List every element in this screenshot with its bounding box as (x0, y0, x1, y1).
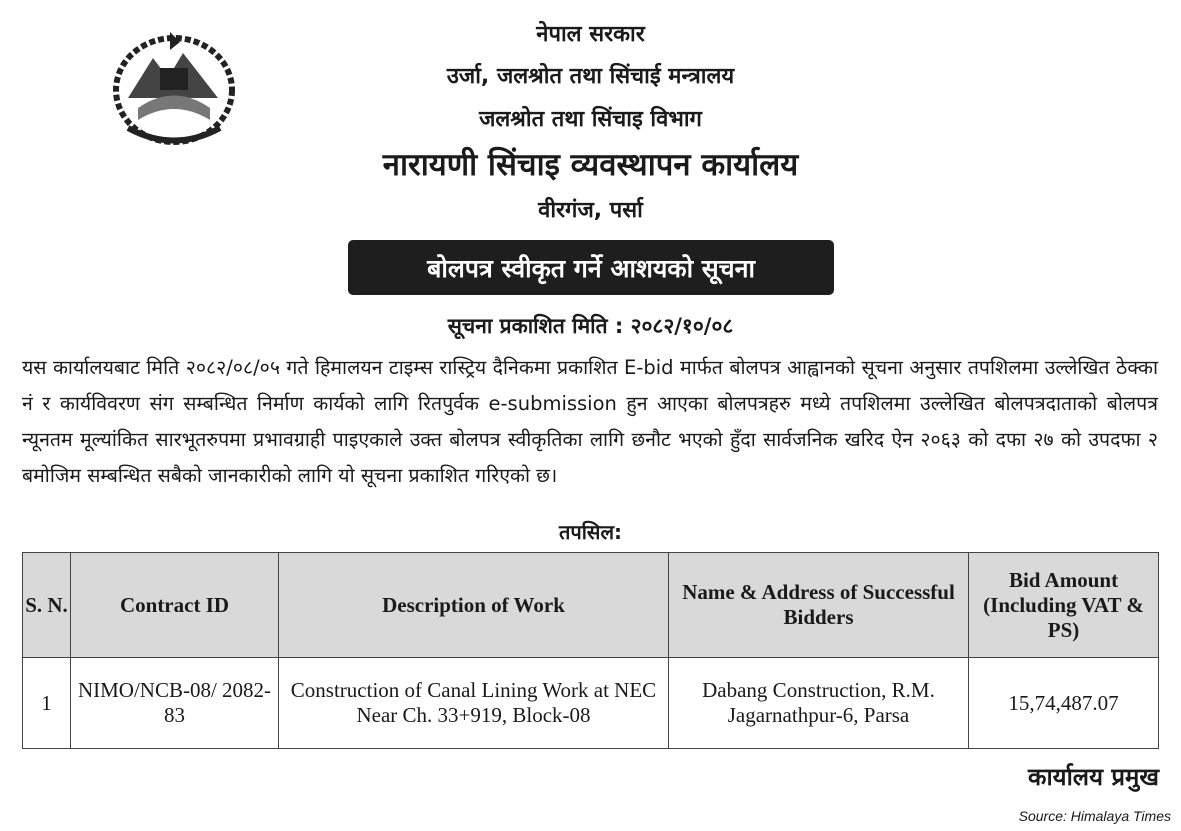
header-bid-amount: Bid Amount (Including VAT & PS) (969, 553, 1159, 658)
cell-bidder: Dabang Construction, R.M. Jagarnathpur-6, Parsa (669, 658, 969, 749)
notice-title-banner: बोलपत्र स्वीकृत गर्ने आशयको सूचना (348, 240, 834, 295)
office-location: वीरगंज, पर्सा (538, 198, 643, 223)
table-heading: तपसिल: (558, 520, 623, 544)
header-description: Description of Work (279, 553, 669, 658)
header-bidder: Name & Address of Successful Bidders (669, 553, 969, 658)
header-sn: S. N. (23, 553, 71, 658)
cell-description: Construction of Canal Lining Work at NEC Near Ch. 33+919, Block-08 (279, 658, 669, 749)
table-row (23, 658, 1159, 749)
ministry-name: उर्जा, जलश्रोत तथा सिंचाई मन्त्रालय (446, 64, 735, 89)
header-contract-id: Contract ID (71, 553, 279, 658)
cell-bid-amount: 15,74,487.07 (969, 658, 1159, 749)
source-credit: Source: Himalaya Times (1018, 808, 1171, 824)
header-line-1: नेपाल सरकार (536, 22, 645, 47)
publish-date: सूचना प्रकाशित मिति : २०८२/१०/०८ (447, 314, 734, 338)
notice-body: यस कार्यालयबाट मिति २०८२/०८/०५ गते हिमालयन टाइम्स रास्ट्रिय दैनिकमा प्रकाशित E-bid मार्फत बोलपत्र आह्वानको सूचना अनुसार तपशिलमा उल्लेखित ठेक्का नं र कार्यविवरण संग सम्बन्धित निर्माण कार्यको लागि रितपुर्वक e-submission हुन आएका बोलपत्रहरु मध्ये तपशिलमा उल्लेखित बोलपत्रदाताको बोलपत्र न्यूनतम मूल्यांकित सारभूतरुपमा प्रभावग्राही पाइएकाले उक्त बोलपत्र स्वीकृतिका लागि छनौट भएको हुँदा सार्वजनिक खरिद ऐन २०६३ को दफा २७ को उपदफा २ बमोजिम सम्बन्धित सबैको जानकारीको लागि यो सूचना प्रकाशित गरिएको छ। (22, 356, 1158, 487)
office-name: नारायणी सिंचाइ व्यवस्थापन कार्यालय (382, 147, 799, 183)
table-header-row (23, 553, 1159, 658)
cell-sn: 1 (23, 658, 71, 749)
signature-office-head: कार्यालय प्रमुख (1028, 763, 1159, 791)
department-name: जलश्रोत तथा सिंचाइ विभाग (479, 107, 702, 132)
cell-contract-id: NIMO/NCB-08/ 2082-83 (71, 658, 279, 749)
bid-table (22, 552, 1159, 749)
